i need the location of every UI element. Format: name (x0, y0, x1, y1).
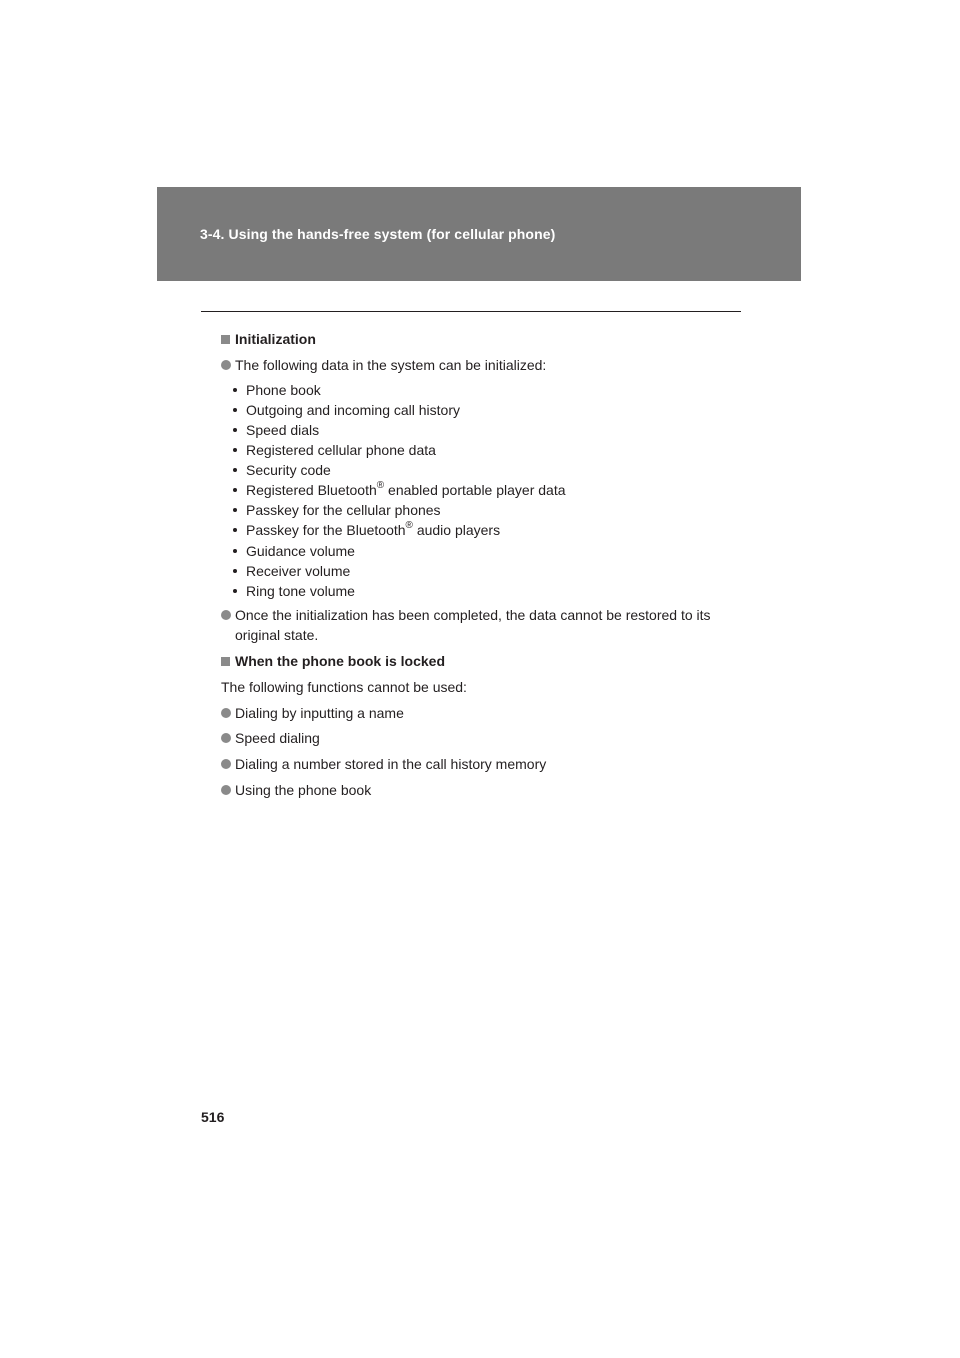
dot-bullet-icon (233, 428, 237, 432)
locked-intro: The following functions cannot be used: (221, 679, 467, 695)
square-bullet-icon (221, 657, 230, 666)
circle-bullet-icon (221, 708, 231, 718)
registered-mark: ® (405, 520, 413, 532)
circle-bullet-icon (221, 360, 231, 370)
circle-bullet-icon (221, 785, 231, 795)
dot-bullet-icon (233, 448, 237, 452)
list-item: Outgoing and incoming call history (233, 400, 460, 420)
circle-bullet-icon (221, 733, 231, 743)
initialization-intro: The following data in the system can be initialized: (221, 355, 546, 375)
list-item: Using the phone book (221, 780, 371, 800)
list-item: Receiver volume (233, 561, 350, 581)
dot-bullet-icon (233, 528, 237, 532)
circle-bullet-icon (221, 610, 231, 620)
registered-mark: ® (376, 480, 385, 492)
locked-heading: When the phone book is locked (221, 651, 445, 671)
initialization-note-continued: original state. (235, 627, 319, 643)
list-item: Dialing by inputting a name (221, 703, 404, 723)
list-item: Speed dialing (221, 728, 320, 748)
dot-bullet-icon (233, 569, 237, 573)
dot-bullet-icon (233, 488, 237, 492)
initialization-note: Once the initialization has been completed, the data cannot be restored to its (221, 605, 711, 625)
dot-bullet-icon (233, 468, 237, 472)
dot-bullet-icon (233, 388, 237, 392)
list-item: Passkey for the cellular phones (233, 500, 441, 520)
list-item: Dialing a number stored in the call history memory (221, 754, 546, 774)
dot-bullet-icon (233, 549, 237, 553)
circle-bullet-icon (221, 759, 231, 769)
page-number: 516 (201, 1109, 225, 1125)
initialization-heading: Initialization (221, 329, 316, 349)
list-item: Registered cellular phone data (233, 440, 436, 460)
dot-bullet-icon (233, 589, 237, 593)
dot-bullet-icon (233, 408, 237, 412)
list-item: Speed dials (233, 420, 319, 440)
divider-line (201, 311, 741, 312)
list-item: Passkey for the Bluetooth® audio players (233, 520, 500, 540)
section-header-band (157, 187, 801, 281)
list-item: Guidance volume (233, 541, 355, 561)
list-item: Phone book (233, 380, 321, 400)
list-item: Registered Bluetooth® enabled portable player data (233, 480, 566, 500)
square-bullet-icon (221, 335, 230, 344)
list-item: Ring tone volume (233, 581, 355, 601)
dot-bullet-icon (233, 508, 237, 512)
section-title: 3-4. Using the hands-free system (for cellular phone) (200, 226, 556, 242)
list-item: Security code (233, 460, 331, 480)
